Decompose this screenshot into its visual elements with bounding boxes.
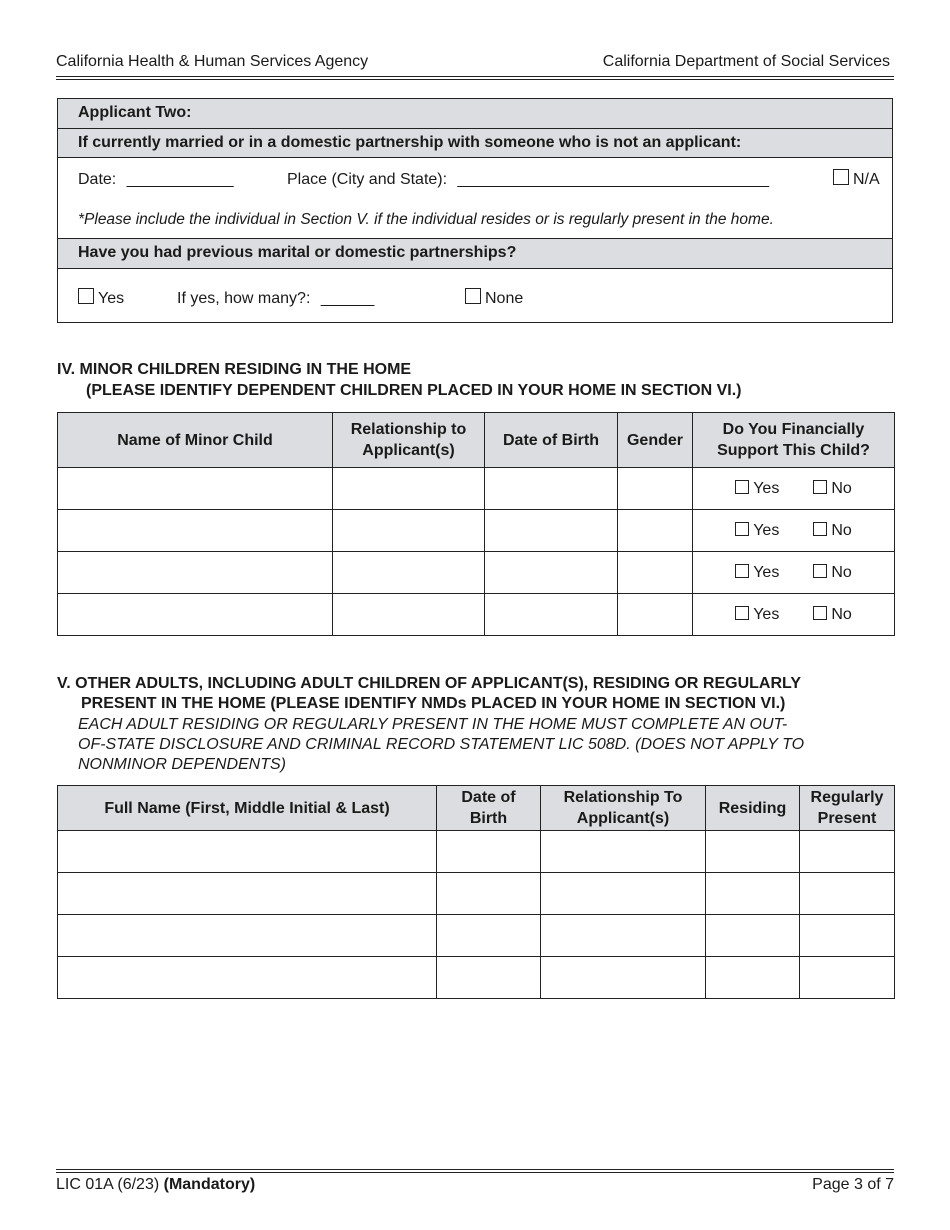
- none-label: None: [485, 290, 524, 307]
- relationship-cell[interactable]: [541, 831, 706, 873]
- col-header-full-name: Full Name (First, Middle Initial & Last): [58, 786, 437, 831]
- place-field[interactable]: [287, 171, 769, 189]
- col-header-name: Name of Minor Child: [58, 413, 333, 468]
- dob-cell[interactable]: [485, 594, 618, 636]
- support-yes-checkbox[interactable]: Yes: [735, 480, 779, 498]
- relationship-cell[interactable]: [541, 873, 706, 915]
- other-adults-table: [57, 785, 895, 999]
- date-field[interactable]: [78, 171, 233, 189]
- applicant-two-section: [57, 98, 893, 323]
- col-header-dob: Date of Birth: [437, 786, 541, 831]
- section-iv-title: IV. MINOR CHILDREN RESIDING IN THE HOME: [57, 361, 412, 378]
- child-name-cell[interactable]: [58, 594, 333, 636]
- table-row: [58, 510, 895, 552]
- section-v-title: V. OTHER ADULTS, INCLUDING ADULT CHILDREN OF APPLICANT(S), RESIDING OR REGULARLY: [57, 675, 802, 692]
- footer-rule: [56, 1172, 894, 1173]
- dob-cell[interactable]: [437, 831, 541, 873]
- applicant-two-title: Applicant Two:: [58, 99, 892, 129]
- support-no-checkbox[interactable]: No: [813, 522, 851, 540]
- checkbox-icon: [813, 480, 827, 494]
- relationship-cell[interactable]: [333, 552, 485, 594]
- regularly-present-cell[interactable]: [800, 915, 895, 957]
- dob-cell[interactable]: [485, 510, 618, 552]
- agency-name: California Health & Human Services Agency: [56, 53, 369, 70]
- dob-cell[interactable]: [485, 468, 618, 510]
- table-row: [58, 957, 895, 999]
- checkbox-icon: [813, 606, 827, 620]
- full-name-cell[interactable]: [58, 915, 437, 957]
- footer-rule: [56, 1169, 894, 1170]
- how-many-label: If yes, how many?:: [177, 290, 311, 307]
- gender-cell[interactable]: [618, 510, 693, 552]
- previous-partnerships-prompt: Have you had previous marital or domestic partnerships?: [58, 238, 892, 269]
- mandatory-label: (Mandatory): [163, 1176, 256, 1193]
- residing-cell[interactable]: [706, 873, 800, 915]
- gender-cell[interactable]: [618, 468, 693, 510]
- child-name-cell[interactable]: [58, 552, 333, 594]
- checkbox-icon: [833, 169, 849, 185]
- dob-cell[interactable]: [437, 957, 541, 999]
- col-header-residing: Residing: [706, 786, 800, 831]
- none-checkbox[interactable]: [465, 288, 523, 308]
- checkbox-icon: [813, 522, 827, 536]
- col-header-gender: Gender: [618, 413, 693, 468]
- department-name: California Department of Social Services: [602, 53, 890, 70]
- section-v-subtitle: PRESENT IN THE HOME (PLEASE IDENTIFY NMDs PLACED IN YOUR HOME IN SECTION VI.): [81, 695, 786, 712]
- support-yes-checkbox[interactable]: Yes: [735, 522, 779, 540]
- child-name-cell[interactable]: [58, 510, 333, 552]
- full-name-cell[interactable]: [58, 831, 437, 873]
- support-yes-checkbox[interactable]: Yes: [735, 564, 779, 582]
- section-v-instruction-3: NONMINOR DEPENDENTS): [78, 756, 287, 773]
- relationship-cell[interactable]: [333, 468, 485, 510]
- form-number: LIC 01A (6/23): [56, 1176, 160, 1193]
- minor-children-table: [57, 412, 895, 636]
- form-id: [56, 1176, 255, 1194]
- header-rule: [56, 76, 894, 77]
- support-no-checkbox[interactable]: No: [813, 480, 851, 498]
- relationship-cell[interactable]: [541, 915, 706, 957]
- relationship-cell[interactable]: [333, 510, 485, 552]
- table-row: [58, 468, 895, 510]
- table-header-row: [58, 413, 895, 468]
- place-label: Place (City and State):: [287, 171, 448, 188]
- regularly-present-cell[interactable]: [800, 873, 895, 915]
- checkbox-icon: [735, 522, 749, 536]
- date-label: Date:: [78, 171, 117, 188]
- married-prompt: If currently married or in a domestic partnership with someone who is not an applicant:: [58, 129, 892, 158]
- support-cell: [693, 510, 895, 552]
- include-note: *Please include the individual in Section V. if the individual resides or is regularly present in the home.: [78, 211, 774, 228]
- place-blank: ___________________________________: [457, 171, 769, 188]
- support-cell: [693, 552, 895, 594]
- table-row: [58, 915, 895, 957]
- col-header-dob: Date of Birth: [485, 413, 618, 468]
- dob-cell[interactable]: [437, 915, 541, 957]
- checkbox-icon: [813, 564, 827, 578]
- table-row: [58, 831, 895, 873]
- date-blank: ____________: [126, 171, 234, 188]
- dob-cell[interactable]: [437, 873, 541, 915]
- full-name-cell[interactable]: [58, 873, 437, 915]
- checkbox-icon: [735, 564, 749, 578]
- col-header-support: Do You Financially Support This Child?: [693, 413, 895, 468]
- na-checkbox[interactable]: [833, 169, 880, 189]
- how-many-blank: ______: [320, 290, 375, 307]
- support-cell: [693, 468, 895, 510]
- page-number: Page 3 of 7: [812, 1176, 894, 1193]
- relationship-cell[interactable]: [541, 957, 706, 999]
- checkbox-icon: [78, 288, 94, 304]
- section-v-instruction-2: OF-STATE DISCLOSURE AND CRIMINAL RECORD STATEMENT LIC 508D. (DOES NOT APPLY TO: [78, 736, 805, 753]
- regularly-present-cell[interactable]: [800, 957, 895, 999]
- relationship-cell[interactable]: [333, 594, 485, 636]
- table-row: [58, 594, 895, 636]
- residing-cell[interactable]: [706, 831, 800, 873]
- child-name-cell[interactable]: [58, 468, 333, 510]
- header-rule: [56, 79, 894, 80]
- yes-label: Yes: [98, 290, 125, 307]
- dob-cell[interactable]: [485, 552, 618, 594]
- regularly-present-cell[interactable]: [800, 831, 895, 873]
- col-header-regularly-present: Regularly Present: [800, 786, 895, 831]
- yes-checkbox[interactable]: [78, 288, 124, 308]
- how-many-field[interactable]: [177, 290, 374, 308]
- support-cell: [693, 594, 895, 636]
- support-yes-checkbox[interactable]: Yes: [735, 606, 779, 624]
- full-name-cell[interactable]: [58, 957, 437, 999]
- table-header-row: [58, 786, 895, 831]
- support-no-checkbox[interactable]: No: [813, 606, 851, 624]
- na-label: N/A: [853, 171, 880, 188]
- checkbox-icon: [735, 480, 749, 494]
- residing-cell[interactable]: [706, 957, 800, 999]
- col-header-relationship: Relationship to Applicant(s): [333, 413, 485, 468]
- table-row: [58, 873, 895, 915]
- checkbox-icon: [735, 606, 749, 620]
- residing-cell[interactable]: [706, 915, 800, 957]
- section-iv-subtitle: (PLEASE IDENTIFY DEPENDENT CHILDREN PLACED IN YOUR HOME IN SECTION VI.): [86, 382, 742, 399]
- table-row: [58, 552, 895, 594]
- support-no-checkbox[interactable]: No: [813, 564, 851, 582]
- col-header-relationship: Relationship To Applicant(s): [541, 786, 706, 831]
- section-v-instruction-1: EACH ADULT RESIDING OR REGULARLY PRESENT IN THE HOME MUST COMPLETE AN OUT-: [78, 716, 788, 733]
- gender-cell[interactable]: [618, 552, 693, 594]
- checkbox-icon: [465, 288, 481, 304]
- gender-cell[interactable]: [618, 594, 693, 636]
